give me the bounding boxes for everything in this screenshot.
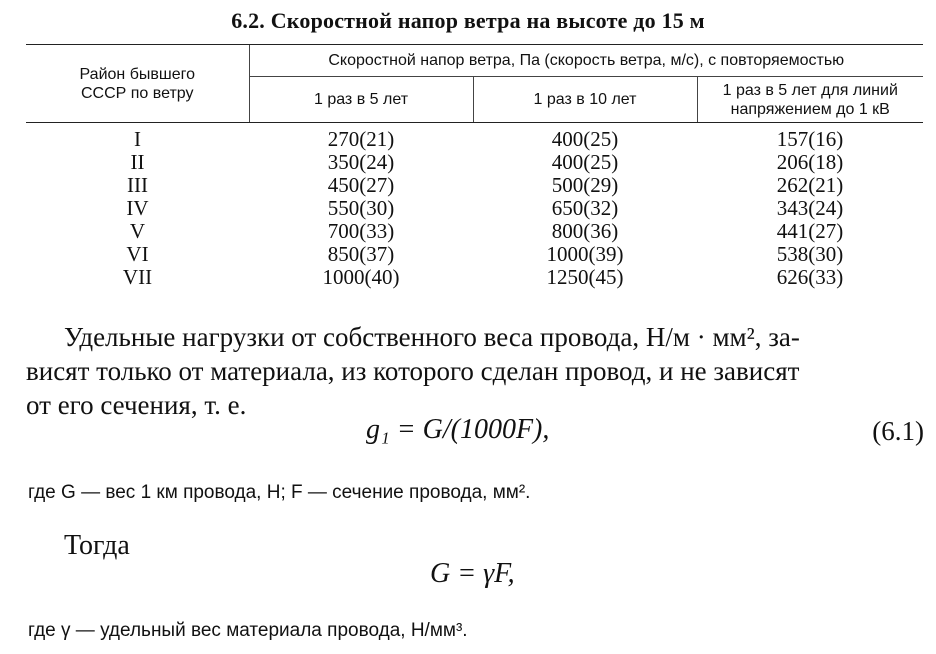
- cell-region: IV: [126, 196, 149, 220]
- cell-5-years-lv: 206(18): [776, 150, 844, 174]
- table-row: [26, 243, 923, 266]
- cell-5-years-lv: 157(16): [776, 127, 844, 151]
- where-note-2: где γ — удельный вес материала провода, Н/мм³.: [28, 620, 468, 641]
- cell-5-years: 850(37): [327, 242, 395, 266]
- body-paragraph: [26, 320, 926, 422]
- table-row: [26, 174, 923, 197]
- formula-g: G = γF,: [430, 558, 515, 589]
- table-row: [26, 266, 923, 289]
- header-10-years: 1 раз в 10 лет: [473, 77, 697, 123]
- cell-5-years: 450(27): [327, 173, 395, 197]
- cell-5-years: 1000(40): [322, 265, 400, 289]
- header-5-years: 1 раз в 5 лет: [249, 77, 473, 123]
- cell-5-years-lv: 343(24): [776, 196, 844, 220]
- cell-10-years: 400(25): [551, 127, 619, 151]
- cell-5-years: 700(33): [327, 219, 395, 243]
- cell-region: VI: [126, 242, 149, 266]
- table-row: [26, 220, 923, 243]
- table-row: [26, 197, 923, 220]
- formula-6-1: g₁ = G/(1000F),: [366, 414, 550, 445]
- cell-region: II: [130, 150, 145, 174]
- cell-region: VII: [122, 265, 153, 289]
- wind-pressure-table: [26, 44, 923, 289]
- cell-region: III: [127, 173, 148, 197]
- cell-5-years: 270(21): [327, 127, 395, 151]
- paragraph-line: висят только от материала, из которого сделан провод, и не зависят: [26, 356, 800, 386]
- cell-10-years: 650(32): [551, 196, 619, 220]
- cell-5-years: 550(30): [327, 196, 395, 220]
- cell-10-years: 400(25): [551, 150, 619, 174]
- paragraph-line: Удельные нагрузки от собственного веса провода, Н/м · мм², за-: [64, 322, 800, 352]
- cell-5-years: 350(24): [327, 150, 395, 174]
- table-row: [26, 123, 923, 152]
- where-note-1: где G — вес 1 км провода, Н; F — сечение провода, мм².: [28, 482, 531, 503]
- header-5-years-low-voltage: 1 раз в 5 лет для линий напряжением до 1 кВ: [697, 77, 923, 123]
- equation-number: (6.1): [872, 416, 924, 446]
- cell-10-years: 800(36): [551, 219, 619, 243]
- cell-10-years: 1000(39): [546, 242, 624, 266]
- cell-region: I: [134, 127, 141, 151]
- cell-10-years: 500(29): [551, 173, 619, 197]
- cell-5-years-lv: 262(21): [776, 173, 844, 197]
- header-group: Скоростной напор ветра, Па (скорость ветра, м/с), с повторяемостью: [249, 45, 923, 77]
- paragraph-line: от его сечения, т. е.: [26, 390, 247, 420]
- table-caption: 6.2. Скоростной напор ветра на высоте до 15 м: [231, 8, 705, 33]
- cell-5-years-lv: 441(27): [776, 219, 844, 243]
- header-region: Район бывшего СССР по ветру: [26, 45, 249, 123]
- then-word: Тогда: [64, 530, 130, 561]
- cell-5-years-lv: 538(30): [776, 242, 844, 266]
- cell-5-years-lv: 626(33): [776, 265, 844, 289]
- table-row: [26, 151, 923, 174]
- cell-region: V: [129, 219, 146, 243]
- cell-10-years: 1250(45): [546, 265, 624, 289]
